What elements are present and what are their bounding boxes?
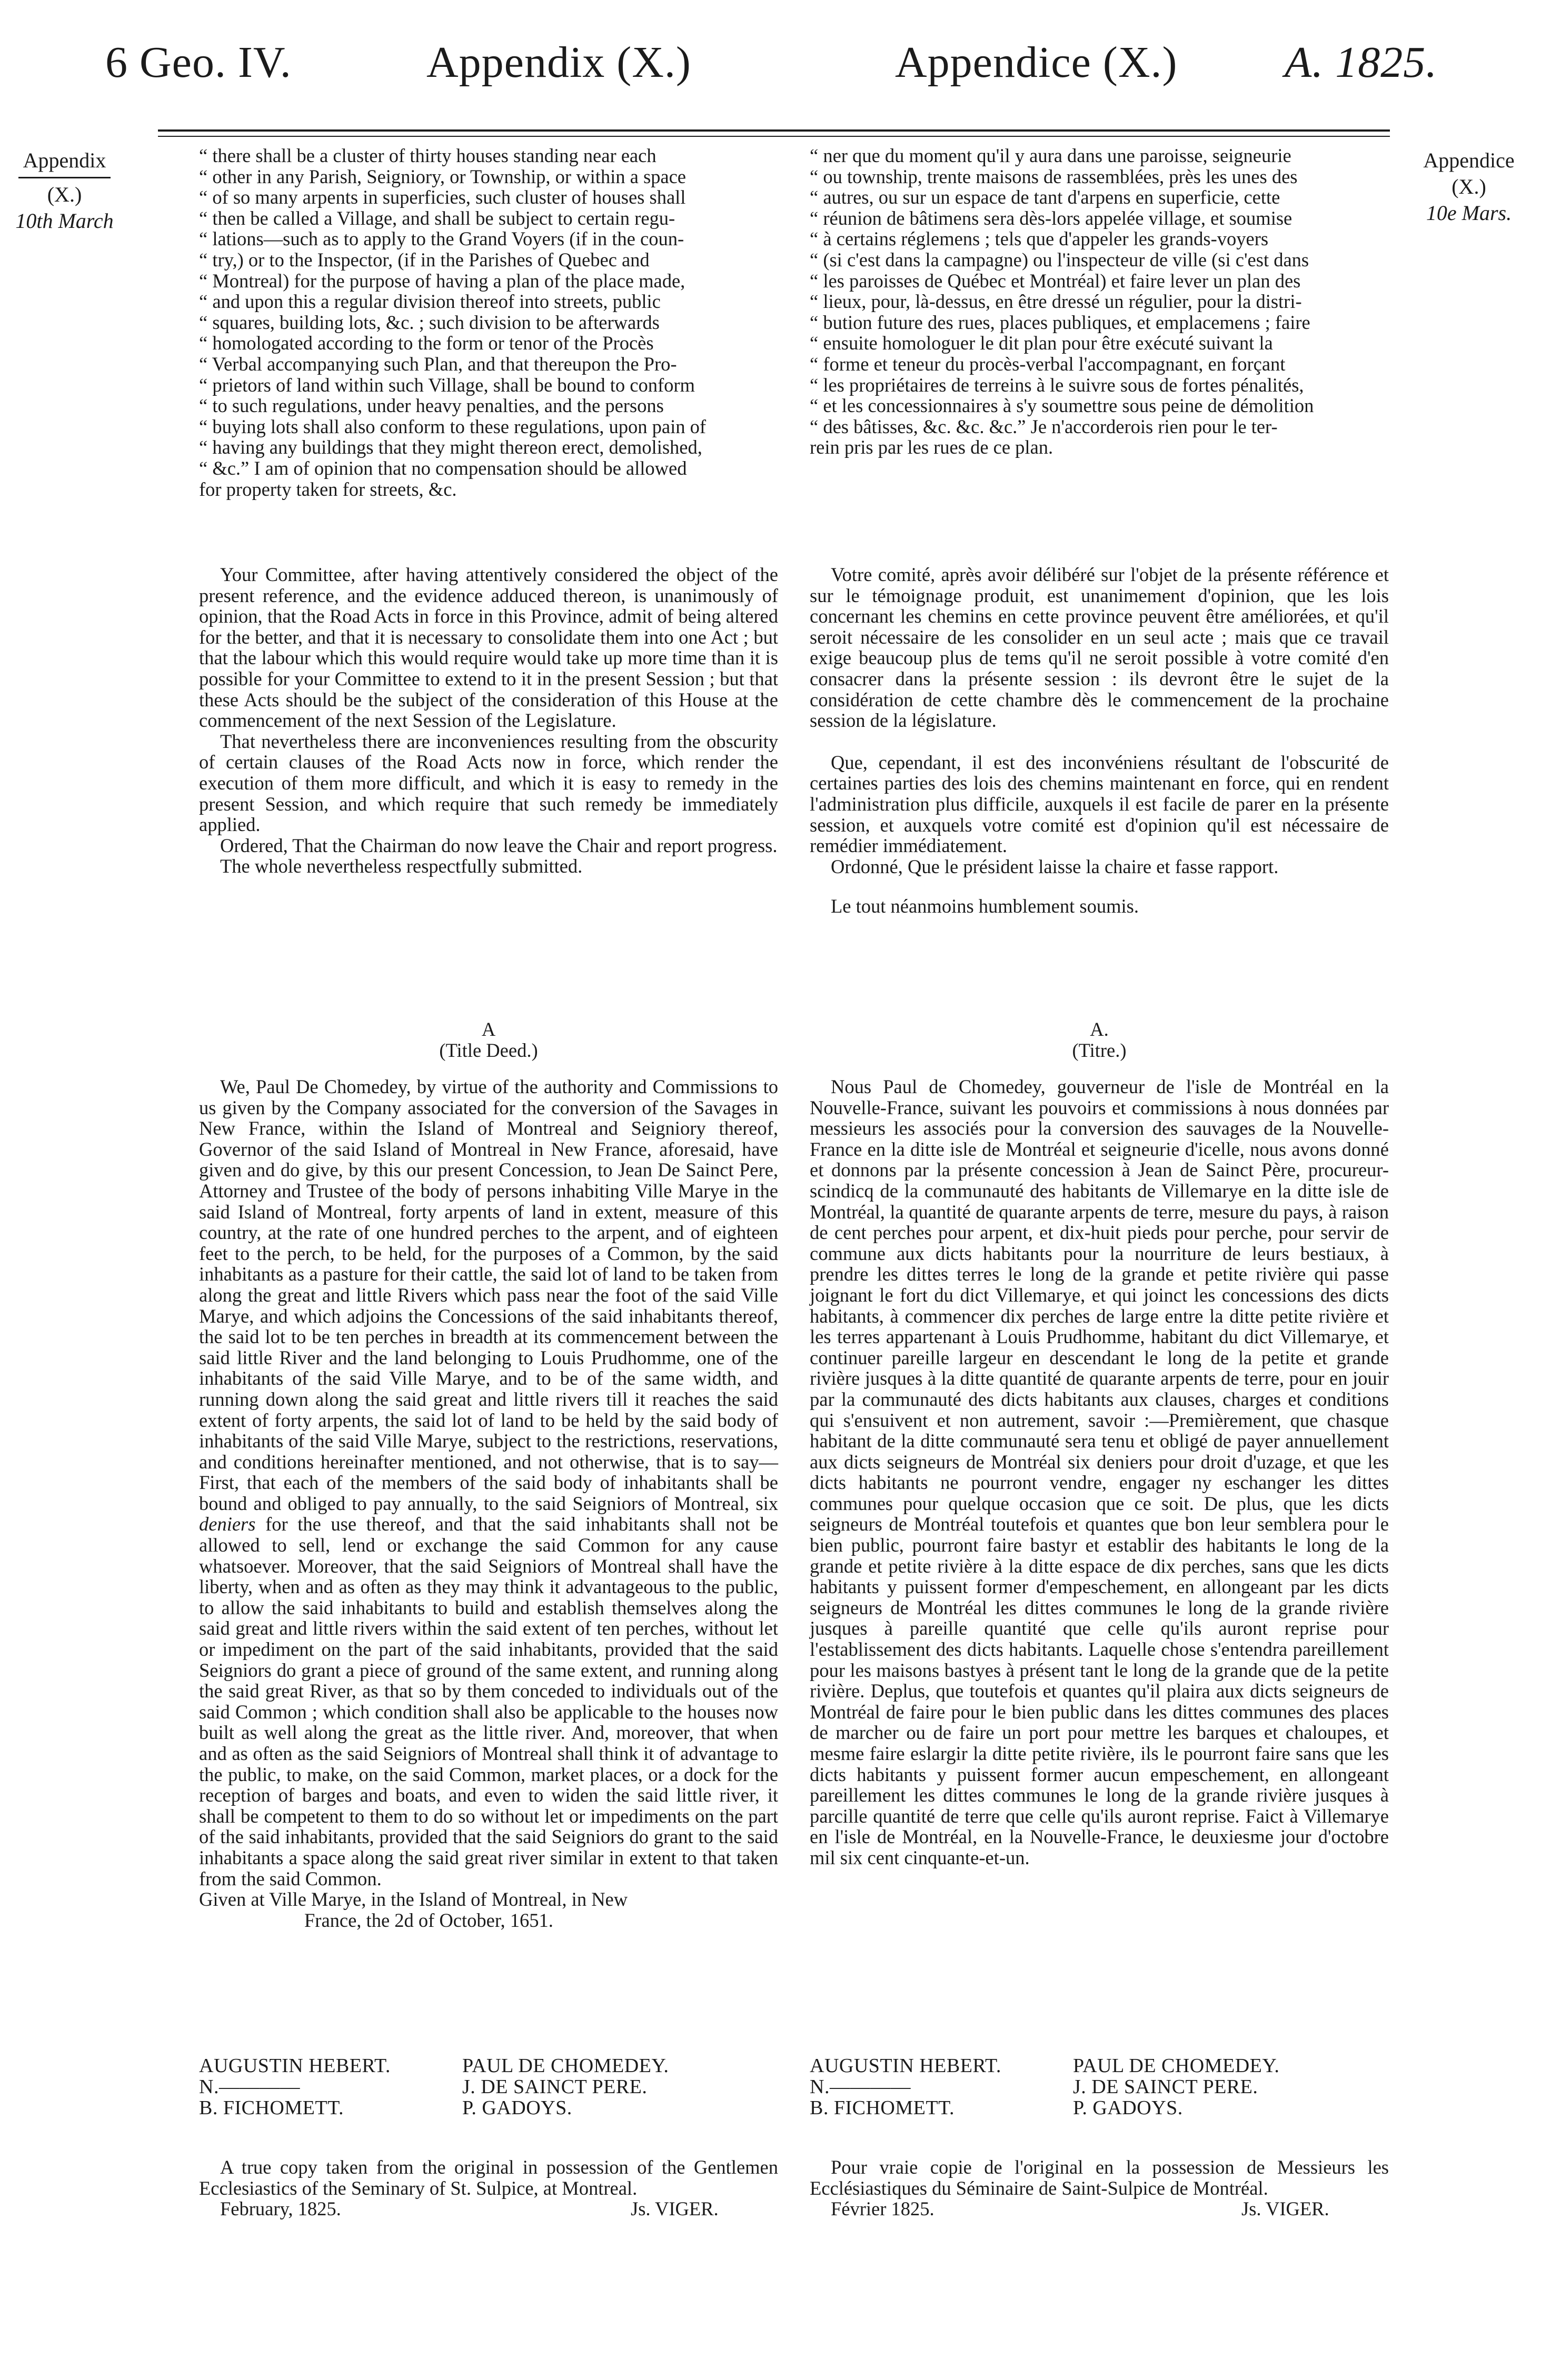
margin-label: Appendice: [1423, 148, 1515, 172]
quote-line: “ à certains réglemens ; tels que d'appeler les grands-voyers: [810, 228, 1269, 250]
deed-text: Nous Paul de Chomedey, gouverneur de l'isle de Montréal en la Nouvelle-France, suivant les pouvoirs et commissions à nous données par messieurs les associés pour la conversion des sauvages de la Nouvelle-France en la ditte isle de Montréal et seigneurie d'icelle, nous avons donné et donnons par la présente concession à Jean de Sainct Père, procureur-scindicq de la communauté des habitants de Villemarye en la ditte isle de Montréal, la quantité de quarante arpents de terre, mesure du pays, à raison de cent perches pour arpent, et dix-huit pieds pour perche, pour servir de commune aux dicts habitants pour la nourriture de leurs bestiaux, à prendre les dittes terres le long de la grande et petite rivière qui passe joignant le fort du dict Villemarye, et qui joinct les concessions des dicts habitants, à commencer dix perches de large entre la ditte petite rivière et les terres appartenant à Louis Prudhomme, habitant du dict Villemarye, et continuer pareille largeur en descendant le long de la petite et grande rivière jusques à la ditte quantité de quarante arpents de terre, pour en jouir par la communauté des dicts habitants aux clauses, charges et conditions qui s'ensuivent et non autrement, savoir :—Premièrement, que chasque habitant de la ditte communauté sera tenu et obligé de payer annuellement aux dicts seigneurs de Montréal six deniers pour droit d'uzage, et que les dicts habitants ne pourront vendre, engager ny eschanger les dittes communes pour quelque occasion que ce soit. De plus, que les dicts seigneurs de Montréal toutefois et quantes que bon leur semblera pour le bien public, pourront faire bastyr et establir des habitants le long de la grande et petite rivière à la ditte espace de dix perches, sans que les dicts habitants y puissent former d'empeschement, en allongeant par les dicts seigneurs de Montréal les dittes communes le long de la grande rivière jusques à pareille quantité que celle qu'ils auront reprise pour l'establissement des dicts habitants. Laquelle chose s'entendra pareillement pour les maisons bastyes à présent tant le long de la grande que de la petite rivière. Deplus, que toutefois et quantes qu'il plaira aux dicts seigneurs de Montréal de faire pour le bien public dans les dittes communes des places de marcher ou de faire un port pour mettre les barques et chaloupes, et mesme faire eslargir la ditte petite rivière, ils le pourront faire sans que les dicts habitants y puissent former aucun empeschement, en allongeant pareillement les dittes communes le long de la grande rivière jusques à parcille quantité de terre que celle qu'ils auront reprise. Faict à Villemarye en l'isle de Montréal, en la Nouvelle-France, le deuxiesme jour d'octobre mil six cent cinquante-et-un.: [810, 1076, 1389, 1868]
certification-text: A true copy taken from the original in possession of the Gentlemen Ecclesiastics of the Seminary of St. Sulpice, at Montreal.: [199, 2156, 778, 2199]
french-signatures: [810, 2055, 1389, 2118]
signature: J. DE SAINCT PERE.: [462, 2076, 648, 2098]
french-certification: [810, 2157, 1389, 2219]
header-appendix-fr: Appendice (X.): [895, 38, 1178, 87]
certification-date: February, 1825.: [220, 2198, 341, 2220]
quote-line: “ having any buildings that they might thereon erect, demolished,: [199, 436, 702, 458]
quote-line: “ bution future des rues, places publiques, et emplacemens ; faire: [810, 311, 1310, 333]
english-certification: [199, 2157, 778, 2219]
english-signatures: [199, 2055, 778, 2118]
deed-text: [199, 1076, 778, 1889]
english-report: [199, 564, 778, 877]
quote-line: “ Verbal accompanying such Plan, and that thereupon the Pro-: [199, 353, 677, 375]
report-paragraph: Que, cependant, il est des inconvéniens résultant de l'obscurité de certaines parties des lois des chemins maintenant en force, qui en rendent l'administration plus difficile, auxquels il est facile de parer en la présente session, et auxquels votre comité est d'opinion qu'il est nécessaire de remédier immédiatement.: [810, 751, 1389, 857]
report-paragraph: Ordonné, Que le président laisse la chaire et fasse rapport.: [831, 855, 1279, 877]
margin-date: 10e Mars.: [1426, 201, 1512, 225]
report-paragraph: Ordered, That the Chairman do now leave the Chair and report progress.: [220, 834, 778, 856]
quote-line: “ les propriétaires de terreins à le suivre sous de fortes pénalités,: [810, 374, 1304, 396]
english-deed: [199, 1076, 778, 1931]
quote-line: “ to such regulations, under heavy penalties, and the persons: [199, 395, 664, 417]
french-deed: [810, 1076, 1389, 1868]
quote-line: “ &c.” I am of opinion that no compensation should be allowed: [199, 457, 687, 479]
deed-text-part: We, Paul De Chomedey, by virtue of the authority and Commissions to us given by the Company associated for the conversion of the Savages in New France, within the Island of Montreal and Seigniory thereof, Governor of the said Island of Montreal in New France, aforesaid, have given and do give, by this our present Concession, to Jean De Sainct Pere, Attorney and Trustee of the body of persons inhabiting Ville Marye in the said Island of Montreal, forty arpents of land in extent, measure of this country, at the rate of one hundred perches to the arpent, and of eighteen feet to the perch, to be held, for the purposes of a Common, by the said inhabitants as a pasture for their cattle, the said lot of land to be taken from along the great and little Rivers which pass near the foot of the said Ville Marye, and which adjoins the Concessions of the said inhabitants thereof, the said lot to be ten perches in breadth at its commencement between the said little River and the land belonging to Louis Prudhomme, one of the inhabitants of the said Ville Marye, and to be of the same width, and running down along the said great and little rivers till it reaches the said extent of forty arpents, the said lot of land to be held by the said body of inhabitants of the said Ville Marye, subject to the restrictions, reservations, and conditions hereinafter mentioned, and not otherwise, that is to say—First, that each of the members of the said body of inhabitants shall be bound and obliged to pay annually, to the said Seigniors of Montreal, six: [199, 1076, 778, 1514]
quote-line: “ squares, building lots, &c. ; such division to be afterwards: [199, 311, 660, 333]
quote-line: “ and upon this a regular division thereof into streets, public: [199, 291, 661, 313]
deed-given-line: France, the 2d of October, 1651.: [304, 1909, 553, 1931]
quote-line: “ of so many arpents in superficies, such cluster of houses shall: [199, 186, 686, 208]
quote-line: “ Montreal) for the purpose of having a plan of the place made,: [199, 269, 685, 292]
quote-line: “ then be called a Village, and shall be subject to certain regu-: [199, 207, 675, 229]
signature: B. FICHOMETT.: [810, 2097, 955, 2119]
quote-line: “ other in any Parish, Seigniory, or Township, or within a space: [199, 165, 686, 187]
quote-line: “ les paroisses de Québec et Montréal) et faire lever un plan des: [810, 269, 1301, 292]
header-appendix-en: Appendix (X.): [426, 38, 691, 87]
quote-line: rein pris par les rues de ce plan.: [810, 436, 1053, 458]
signature: P. GADOYS.: [462, 2097, 572, 2119]
quote-line: “ forme et teneur du procès-verbal l'accompagnant, en forçant: [810, 353, 1286, 375]
certification-signer: Js. VIGER.: [631, 2198, 719, 2220]
signature: AUGUSTIN HEBERT.: [810, 2055, 1001, 2077]
quote-line: “ there shall be a cluster of thirty houses standing near each: [199, 145, 657, 166]
margin-note-right: [1398, 147, 1540, 226]
quote-line: “ réunion de bâtimens sera dès-lors appelée village, et soumise: [810, 207, 1293, 229]
header-regnal-year: 6 Geo. IV.: [105, 38, 292, 87]
quote-line: “ lations—such as to apply to the Grand Voyers (if in the coun-: [199, 228, 684, 250]
quote-line: “ autres, ou sur un espace de tant d'arpens en superficie, cette: [810, 186, 1280, 208]
quote-line: for property taken for streets, &c.: [199, 478, 457, 500]
signature: J. DE SAINCT PERE.: [1073, 2076, 1258, 2098]
signature: PAUL DE CHOMEDEY.: [1073, 2055, 1280, 2077]
report-closing: The whole nevertheless respectfully submitted.: [220, 855, 583, 877]
quote-line: “ prietors of land within such Village, shall be bound to conform: [199, 374, 695, 396]
deed-letter: A: [481, 1018, 496, 1040]
header-rule: [158, 129, 1390, 132]
quote-line: “ ner que du moment qu'il y aura dans une paroisse, seigneurie: [810, 145, 1291, 166]
deed-text-part: for the use thereof, and that the said inhabitants shall not be allowed to sell, lend or exchange the said Common for any cause whatsoever. Moreover, that the said Seigniors of Montreal shall have the liberty, when and as often as they may think it advantageous to the public, to allow the said inhabitants to build and establish themselves along the said great and little rivers within the said extent of ten perches, without let or impediment on the part of the said inhabitants, provided that the said Seigniors do grant a piece of ground of the same extent, and running along the said great River, as that so by them conceded to individuals out of the said Common ; which condition shall also be applicable to the houses now built as well along the great as the little river. And, moreover, that when and as often as the said Seigniors of Montreal shall think it of advantage to the public, to make, on the said Common, market places, or a dock for the reception of barges and boats, and even to widen the said little river, it shall be competent to them to do so without let or impediments on the part of the said inhabitants, provided that the said Seigniors do grant to the said inhabitants a space along the said great river similar in extent to that taken from the said Common.: [199, 1513, 778, 1889]
margin-brace: [18, 177, 111, 182]
deed-deniers: deniers: [199, 1513, 256, 1535]
deed-given-line: Given at Ville Marye, in the Island of Montreal, in New: [199, 1888, 628, 1911]
header-year: A. 1825.: [1285, 38, 1438, 87]
french-report: [810, 564, 1389, 917]
quote-line: “ des bâtisses, &c. &c. &c.” Je n'accorderois rien pour le ter-: [810, 415, 1278, 437]
certification-signer: Js. VIGER.: [1241, 2198, 1329, 2220]
header-rule-thin: [158, 136, 1390, 137]
deed-title: (Title Deed.): [439, 1039, 538, 1061]
signature: PAUL DE CHOMEDEY.: [462, 2055, 669, 2077]
quote-line: “ buying lots shall also conform to these regulations, upon pain of: [199, 415, 707, 437]
signature: AUGUSTIN HEBERT.: [199, 2055, 391, 2077]
quote-line: “ try,) or to the Inspector, (if in the Parishes of Quebec and: [199, 248, 650, 271]
report-paragraph: Your Committee, after having attentively considered the object of the present reference, and the evidence adduced thereon, is unanimously of opinion, that the Road Acts in force in this Province, admit of being altered for the better, and that it is necessary to consolidate them into one Act ; but that the labour which this would require would take up more time than it is possible for your Committee to extend to it in the present Session ; but that these Acts should be the subject of the consideration of this House at the commencement of the next Session of the Legislature.: [199, 564, 778, 732]
quote-line: “ homologated according to the form or tenor of the Procès: [199, 332, 654, 354]
margin-date: 10th March: [15, 209, 114, 233]
quote-line: “ lieux, pour, là-dessus, en être dressé un régulier, pour la distri-: [810, 291, 1302, 313]
quote-line: “ (si c'est dans la campagne) ou l'inspecteur de ville (si c'est dans: [810, 248, 1309, 271]
deed-letter: A.: [1090, 1018, 1109, 1040]
quote-line: “ ensuite homologuer le dit plan pour être exécuté suivant la: [810, 332, 1273, 354]
margin-ref: (X.): [1451, 175, 1486, 198]
quote-line: “ et les concessionnaires à s'y soumettre sous peine de démolition: [810, 395, 1314, 417]
margin-ref: (X.): [47, 183, 82, 206]
signature: N.————: [810, 2076, 911, 2098]
report-paragraph: Votre comité, après avoir délibéré sur l'objet de la présente référence et sur le témoignage produit, est unanimement d'opinion, que les lois concernant les chemins en cette province peuvent être améliorées, et qu'il seroit nécessaire de les consolider en un seul acte ; mais que ce travail exige beaucoup plus de tems qu'il ne seroit possible à votre comité d'en consacrer dans la présente session : ils devront être le sujet de la considération de cette chambre dès le commencement de la prochaine session de la législature.: [810, 564, 1389, 732]
deed-title: (Titre.): [1072, 1039, 1127, 1061]
margin-note-left: [8, 147, 121, 234]
english-quote: [199, 145, 778, 499]
english-deed-heading: [199, 1019, 778, 1061]
signature: B. FICHOMETT.: [199, 2097, 344, 2119]
certification-text: Pour vraie copie de l'original en la possession de Messieurs les Ecclésiastiques du Séminaire de Saint-Sulpice de Montréal.: [810, 2156, 1389, 2199]
report-closing: Le tout néanmoins humblement soumis.: [831, 895, 1139, 917]
quote-line: “ ou township, trente maisons de rassemblées, près les unes des: [810, 165, 1298, 187]
signature: N.————: [199, 2076, 300, 2098]
french-quote: [810, 145, 1389, 458]
signature: P. GADOYS.: [1073, 2097, 1183, 2119]
report-paragraph: That nevertheless there are inconveniences resulting from the obscurity of certain clauses of the Road Acts now in force, which render the execution of them more difficult, and which it is easy to remedy in the present Session, and which require that such remedy be immediately applied.: [199, 730, 778, 836]
french-deed-heading: [810, 1019, 1389, 1061]
certification-date: Février 1825.: [831, 2198, 934, 2220]
margin-label: Appendix: [23, 148, 106, 172]
